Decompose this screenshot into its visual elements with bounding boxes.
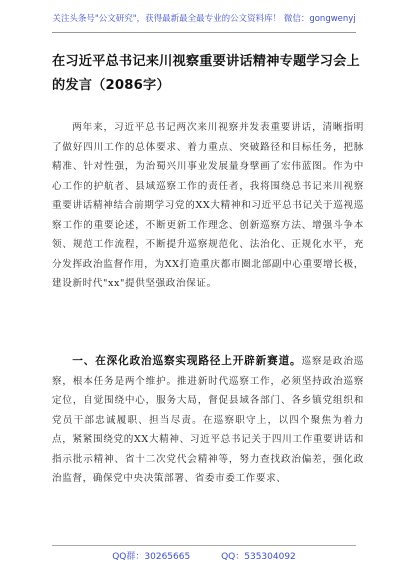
header-banner: 关注头条号"公文研究"，获得最新最全最专业的公文资料库！ 微信：gongwenyj <box>52 14 356 24</box>
footer-qq-group: QQ群：30265665 <box>112 552 191 562</box>
document-title: 在习近平总书记来川视察重要讲话精神专题学习会上的发言（2086字） <box>52 54 360 93</box>
footer-qq-contact: QQ：535304092 <box>221 552 296 562</box>
header-divider <box>52 32 356 33</box>
paragraph-1 <box>52 118 364 294</box>
section-1 <box>52 352 364 489</box>
paragraph-1-text: 两年来，习近平总书记两次来川视察并发表重要讲话，清晰指明了做好四川工作的总体要求、着力重点、突破路径和目标任务，把脉精准、针对性强，为治蜀兴川事业发展量身擘画了宏伟蓝图。作为中心工作的护航者、县域巡察工作的责任者，我将围绕总书记来川视察重要讲话精神结合前期学习党的XX大精神和习近平总书记关于巡视巡察工作的重要论述，不断更新工作理念、创新巡察方法、增强斗争本领、规范工作流程，不断提升巡察规范化、法治化、正规化水平，充分发挥政治监督作用，为XX打造重庆都市圈北部副中心重要增长极，建设新时代"xx"提供坚强政治保证。 <box>52 122 364 289</box>
section-1-text: 巡察是政治巡察，根本任务是两个维护。推进新时代巡察工作，必须坚持政治巡察定位，自觉围绕中心，服务大局，督促县域各部门、各乡镇党组织和党员干部忠诚履职、担当尽责。在巡察职守上，以四个聚焦为着力点，紧紧围绕党的XX大精神、习近平总书记关于四川工作重要讲话和指示批示精神、省十二次党代会精神等，努力查找政治偏差，强化政治监督，确保党中央决策部署、省委市委工作要求、 <box>52 356 364 484</box>
footer <box>0 549 408 562</box>
footer-divider <box>52 545 356 546</box>
section-1-heading: 一、在深化政治巡察实现路径上开辟新赛道。 <box>72 355 302 367</box>
